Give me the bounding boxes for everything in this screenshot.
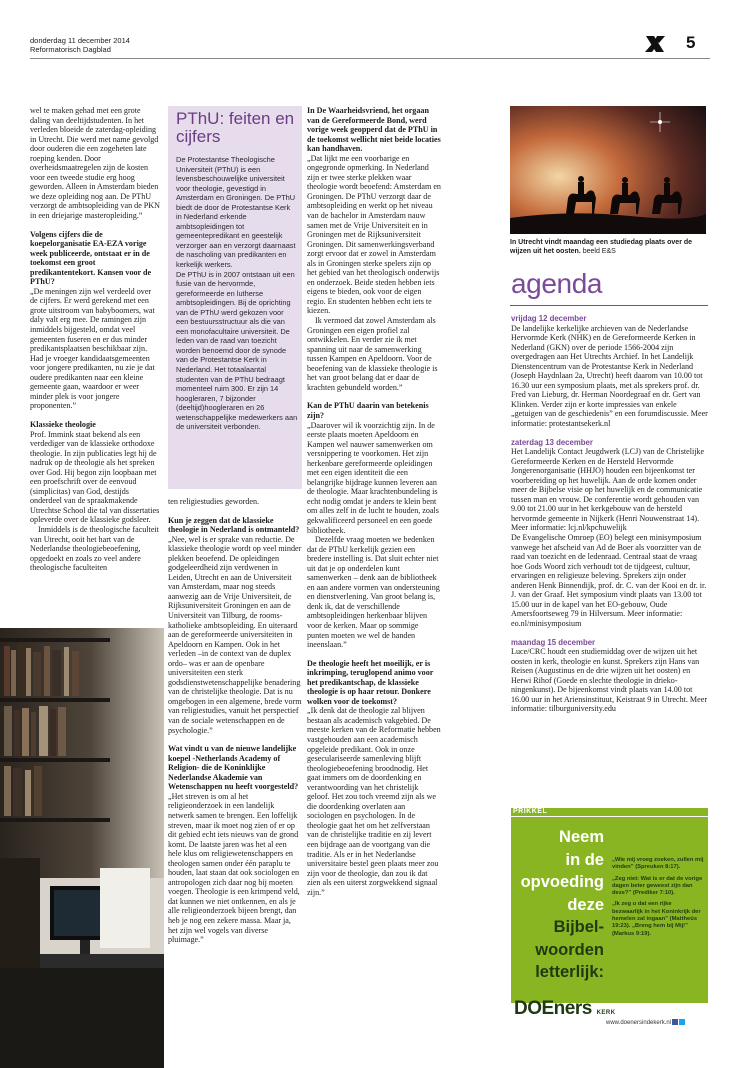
factbox-title: PThU: feiten en cijfers (176, 109, 295, 146)
header-divider (30, 58, 710, 59)
library-interior-photo (0, 628, 164, 1068)
three-wise-men-silhouette-image (510, 106, 706, 234)
bible-quote: „Zeg niet: Wat is er dat de vorige dagen beter geweest zijn dan deze?” (Prediker 7:10). (612, 875, 703, 897)
doeners-kerk-tag: KERK (596, 1010, 616, 1016)
paragraph: „Nee, wel is er sprake van reductie. De klassieke theologie wordt op veel minder plekken beoefend. De opleidingen godgeleerdheid zijn verdwenen in Leiden, Utrecht en aan de Universiteit van Amsterdam, maar nog steeds aanwezig aan de Vrije Universiteit, de Rijksuniversiteit Groningen en aan de Universiteit van Tilburg, de rooms-katholieke ambtsopleiding. En uiteraard aan de gereformeerde universiteiten in Apeldoorn en Kampen. Ook in het verleden –in de context van de duplex ordo– was er aan de openbare universiteiten een sterk godsdienstwetenschappelijke benadering van de christelijke theologie. Dat is nu omgebogen in een algemene, brede vorm van religiestudies, vanuit het perspectief van de sociale wetenschappen en de psychologie.” (168, 534, 302, 735)
subheading: Klassieke theologie (30, 419, 96, 429)
agenda-day: vrijdag 12 december (511, 314, 587, 323)
prikkel-quotes (612, 857, 704, 942)
prikkel-headline (511, 826, 604, 984)
agenda-list (511, 314, 709, 714)
interview-question: In De Waarheidsvriend, het orgaan van de Gereformeerde Bond, werd vorige week geopperd dat de PThU in de toekomst wellicht niet beide locaties kan handhaven. (307, 106, 441, 154)
header-paper-name: Reformatorisch Dagblad (30, 45, 111, 54)
agenda-item: Luce/CRC houdt een studiemiddag over de wijzen uit het oosten in kerk, theologie en kunst. Sprekers zijn Hans van Reisen (Augustinus en de drie wijzen uit het oosten) en Herwi Rihof (Goede en slechte theologie in driekoningenkunst). De bijeenkomst vindt plaats van 14.00 tot 16.00 uur in het Ariensinstituut, Keistraat 9 in Utrecht. Meer informatie: tilburguniversity.edu (511, 647, 708, 714)
paragraph: Prof. Immink staat bekend als een verdediger van de klassieke orthodoxe theologie. In zijn publicaties legt hij de nadruk op de theologie als het spreken over God. Hij begon zijn loopbaan met een proefschrift over de eenvoud (simplicitas) van God, destijds onderdeel van de spraakmakende Utrechtse School die tal van dissertaties opleverde over de klassieke godsleer. (30, 429, 160, 525)
paragraph: Inmiddels is de theologische faculteit van Utrecht, ooit het hart van de Nederlandse theologiebeoefening, opgedoekt en zoals zo veel andere theologische faculteiten (30, 524, 159, 573)
interview-question: De theologie heeft het moeilijk, er is inkrimping, teruglopend animo voor het predikantschap, de klassieke theologie is op haar retour. Donkere wolken voor de toekomst? (307, 658, 434, 706)
doeners-brand: DOEners (514, 998, 592, 1019)
factbox-paragraph: De PThU is in 2007 ontstaan uit een fusie van de hervormde, gereformeerde en lutherse ambtsopleidingen. Bij de oprichting van de PThU werd gekozen voor een bestuursstructuur als die van een monofacultaire universiteit. De leden van de raad van toezicht worden benoemd door de synode van de Protestantse Kerk in Nederland. Het totaalaantal studenten van de PThU bedraagt momenteel ruim 300. Er zijn 14 hoogleraren, 7 bijzonder (deeltijd)hoogleraren en 26 wetenschappelijke medewerkers aan de universiteit verbonden. (176, 269, 298, 432)
agenda-item: De Evangelische Omroep (EO) belegt een minisymposium vanwege het afscheid van Ad de Boer als voorzitter van de raad van toezicht en de ledenraad. Centraal staat de vraag hoe Gods Woord zich verhoudt tot de tijdgeest, cultuur, ervaringen en religieuze beleving. Sprekers zijn onder anderen Henk Binnendijk, prof. dr. C. van der Kooi en dr. ir. J. van der Graaf. Het symposium vindt plaats van 13.00 tot 15.00 uur in de kapel van het EO-gebouw, Oude Amersfoortseweg 79 in Hilversum. Meer informatie: eo.nl/minisymposium (511, 533, 707, 628)
article-column-1 (30, 106, 160, 573)
page-number: 5 (686, 33, 696, 52)
doeners-website[interactable]: www.doenersindekerk.nl (606, 1020, 672, 1026)
paragraph: „De meningen zijn wel verdeeld over de cijfers. Er werd gerekend met een grote uitstroom van babyboomers, wat daly valt erg mee. De ramingen zijn inmiddels bijgesteld, omdat veel gemeenten fuseren en er dus minder predikantsplaatsen beschikbaar zijn. Had je vroeger kandidaatsgemeenten voor jongere predikanten, nu zie je dat oudere predikanten naar een kleine gemeente gaan, waardoor er weer minder plek is voor jongere proponenten.” (30, 286, 155, 411)
prikkel-headline-line: opvoeding (520, 873, 604, 891)
paragraph: wel te maken gehad met een grote daling van deeltijdstudenten. In het verleden bloeide de zaterdag-opleiding in Utrecht. Die werd met name gevolgd door ouderen die een zogeheten late roeping kenden. Door overheidsmaatregelen zijn de kosten voor een tweede studie erg hoog geworden. Alleen in Amsterdam bieden we deze opleiding nog aan. De PThU verzorgt de ambtsopleiding van de PKN in een driejarige masteropleiding.” (30, 106, 160, 221)
prikkel-headline-line: letterlijk: (535, 963, 604, 981)
photo-caption (510, 238, 708, 256)
paragraph: „Dat lijkt me een voorbarige en ongegronde opmerking. In Nederland zijn er twee sterke plekken waar theologie wordt beoefend: Amsterdam en Groningen. De PThU verzorgt daar de ambtsopleiding en werkt op het niveau van de bachelor in Amsterdam nauw samen met de Vrije Universiteit en in Groningen met de Rijksuniversiteit Groningen. Dit samenwerkingsverband zorgt ervoor dat er zowel in Amsterdam als in Groningen sterke spelers zijn op het gebied van het theologisch onderwijs en onderzoek. Beide steden hebben iets eigens te bieden, ook voor de eigen regio. En studenten hebben echt iets te kiezen. (307, 153, 441, 316)
paragraph: „Ik denk dat de theologie zal blijven bestaan als academisch vakgebied. De meeste kerken van de Reformatie hebben vastgehouden aan een academisch opgeleide predikant. Ook in onze geseculariseerde samenleving blijft theologiebeoefening broodnodig. Het gaat immers om de doordenking en verantwoording van het christelijk geloof. Het zou toch vreemd zijn als we die doordenking overlaten aan sociologen en psychologen. In de theologie gaat het om het zelfverstaan van de christelijke traditie en zij levert een bijdrage aan de voortgang van die traditie. Als er in het Nederlandse universitaire bestel geen plaats meer zou zijn voor de theologie, dan zou ik dat zien als een uiterst zorgwekkend signaal zijn.” (307, 706, 441, 897)
header-date: donderdag 11 december 2014 (30, 36, 130, 45)
prikkel-headline-line: woorden (535, 940, 604, 959)
article-column-3 (307, 106, 441, 897)
factbox-body (176, 155, 298, 432)
bible-quote: „Wie mij vroeg zoeken, zullen mij vinden” (Spreuken 8:17). (612, 857, 704, 871)
prikkel-headline-line: Bijbel- (553, 918, 604, 936)
agenda-day: zaterdag 13 december (511, 437, 593, 447)
interview-question: Kun je zeggen dat de klassieke theologie in Nederland is ontmanteld? (168, 515, 300, 535)
agenda-day: maandag 15 december (511, 637, 596, 647)
facebook-icon[interactable] (672, 1019, 678, 1025)
paragraph: ten religiestudies geworden. (168, 497, 260, 506)
article-column-2 (168, 497, 302, 945)
agenda-divider (510, 305, 708, 306)
caption-text: In Utrecht vindt maandag een studiedag plaats over de wijzen uit het oosten. (510, 239, 693, 255)
rd-x-logo-icon (644, 34, 666, 54)
prikkel-headline-line: Neem (559, 828, 604, 846)
agenda-item: Het Landelijk Contact Jeugdwerk (LCJ) van de Christelijke Gereformeerde Kerken en de Hersteld Hervormde Jongerenorganisatie (HHJO) houden een bijeenkomst ter voorbereiding op het huwelijk. Aan de orde komen onder meer de Bijbelse visie op het huwelijk en de communicatie tussen man en vrouw. De conferentie wordt gehouden van 9.00 tot 21.00 uur in het kerkgebouw van de hersteld hervormde gemeente in Nijkerk (Henri Nouwenstraat 14). Meer informatie: lcj.nl/kpchuwelijk (511, 447, 705, 533)
paragraph: Ik vermoed dat zowel Amsterdam als Groningen een eigen profiel zal ontwikkelen. En verder zie ik met spanning uit naar de samenwerking tussen Kampen en Apeldoorn. Voor de beoefening van de klassieke theologie is het van groot belang dat er daar de krachten gebundeld worden.” (307, 316, 438, 392)
doeners-logo (514, 998, 616, 1024)
agenda-title: agenda (511, 268, 603, 299)
factbox-paragraph: De Protestantse Theologische Universiteit (PThU) is een levensbeschouwelijke universiteit voor theologie, gevestigd in Amsterdam en Groningen. De PThU biedt de door de Protestantse Kerk in Nederland erkende ambtsopleidingen tot gemeentepredikant en geestelijk verzorger aan en verzorgt daarnaast de nascholing van predikanten en kerkelijk werkers. (176, 155, 296, 270)
doeners-website-link[interactable] (606, 1019, 685, 1027)
twitter-icon[interactable] (679, 1019, 685, 1025)
photo-credit: beeld E&S (582, 248, 616, 255)
prikkel-headline-line: deze (567, 895, 604, 914)
paragraph: „Daarover wil ik voorzichtig zijn. In de eerste plaats moeten Apeldoorn en Kampen wel nauwer samenwerken om versnippering te voorkomen. Het zijn herkenbare gereformeerde opleidingen met een eigen identiteit die een belangrijke bijdrage kunnen leveren aan de theologie. Maar krachtenbundeling is echt nodig omdat je anders te klein bent om alles zelf in de lucht te houden, zoals gekwalificeerd personeel en een goede bibliotheek. (307, 420, 439, 535)
prikkel-headline-line: in de (565, 850, 604, 869)
paragraph: Dezelfde vraag moeten we bedenken dat de PThU kerkelijk gezien een bredere instelling is. Dat sluit echter niet uit dat je op onderdelen kunt samenwerken – denk aan de bibliotheek en aan andere vormen van ondersteuning en dienstverlening. Van groot belang is, denk ik, dat de verschillende ambtsopleidingen herkenbaar blijven voor de kerken. Maar op sommige punten moeten we wel de handen ineenslaan.” (307, 535, 440, 650)
interview-question: Wat vindt u van de nieuwe landelijke koepel -Netherlands Academy of Religion- die de Koninklijke Nederlandse Akademie van Wetenschappen nu heeft voorgesteld? (168, 744, 299, 792)
interview-question: Volgens cijfers die de koepelorganisatie EA-EZA vorige week publiceerde, ontstaat er in de toekomst een groot predikantentekort. Kansen voor de PThU? (30, 229, 152, 287)
agenda-item: De landelijke kerkelijke archieven van de Nederlandse Hervormde Kerk (NHK) en de Gereformeerde Kerken in Nederland (GKN) over de periode 1566-2004 zijn overgedragen aan Het Utrechts Archief. In het Landelijk Dienstencentrum van de Protestantse Kerk in Nederland (Joseph Haydnlaan 2a, Utrecht) heeft daarom van 10.00 tot 16.30 uur een symposium plaats, met als sprekers prof. dr. Fred van Lieburg, dr. Herman Noordegraaf en dr. Gert van Klinken. Verder zijn er korte impressies van enkele „getuigen van de geschiedenis” en een forumdiscussie. Meer informatie: protestantsekerk.nl (511, 323, 708, 429)
interview-question: Kan de PThU daarin van betekenis zijn? (307, 401, 429, 420)
paragraph: „Het streven is om al het religieonderzoek in een landelijk netwerk samen te brengen. Een loffelijk streven, maar ik moet nog zien of er op dit gebied echt iets nieuws van de grond komt. De laatste jaren was het al een hele klus om religiewetenschappers en theologen samen onder één paraplu te houden, laat staan dat ook sociologen en antropologen zich daar nog bij moeten voegen. Theologie is een krimpend veld, dat kunnen we niet ontkennen, en als je alle religieonderzoek bijeen brengt, dan heb je nog een zekere massa. Maar ja, het zijn wel vogels van diverse pluimage.” (168, 791, 300, 945)
prikkel-label: PRIKKEL (513, 808, 548, 815)
bible-quote: „Ik zeg u dat een rijke bezwaarlijk in het Koninkrijk der hemelen zal ingaan” (Mattheüs 19:23). „Breng hem bij Mij!” (Markus 9:19). (612, 901, 701, 937)
